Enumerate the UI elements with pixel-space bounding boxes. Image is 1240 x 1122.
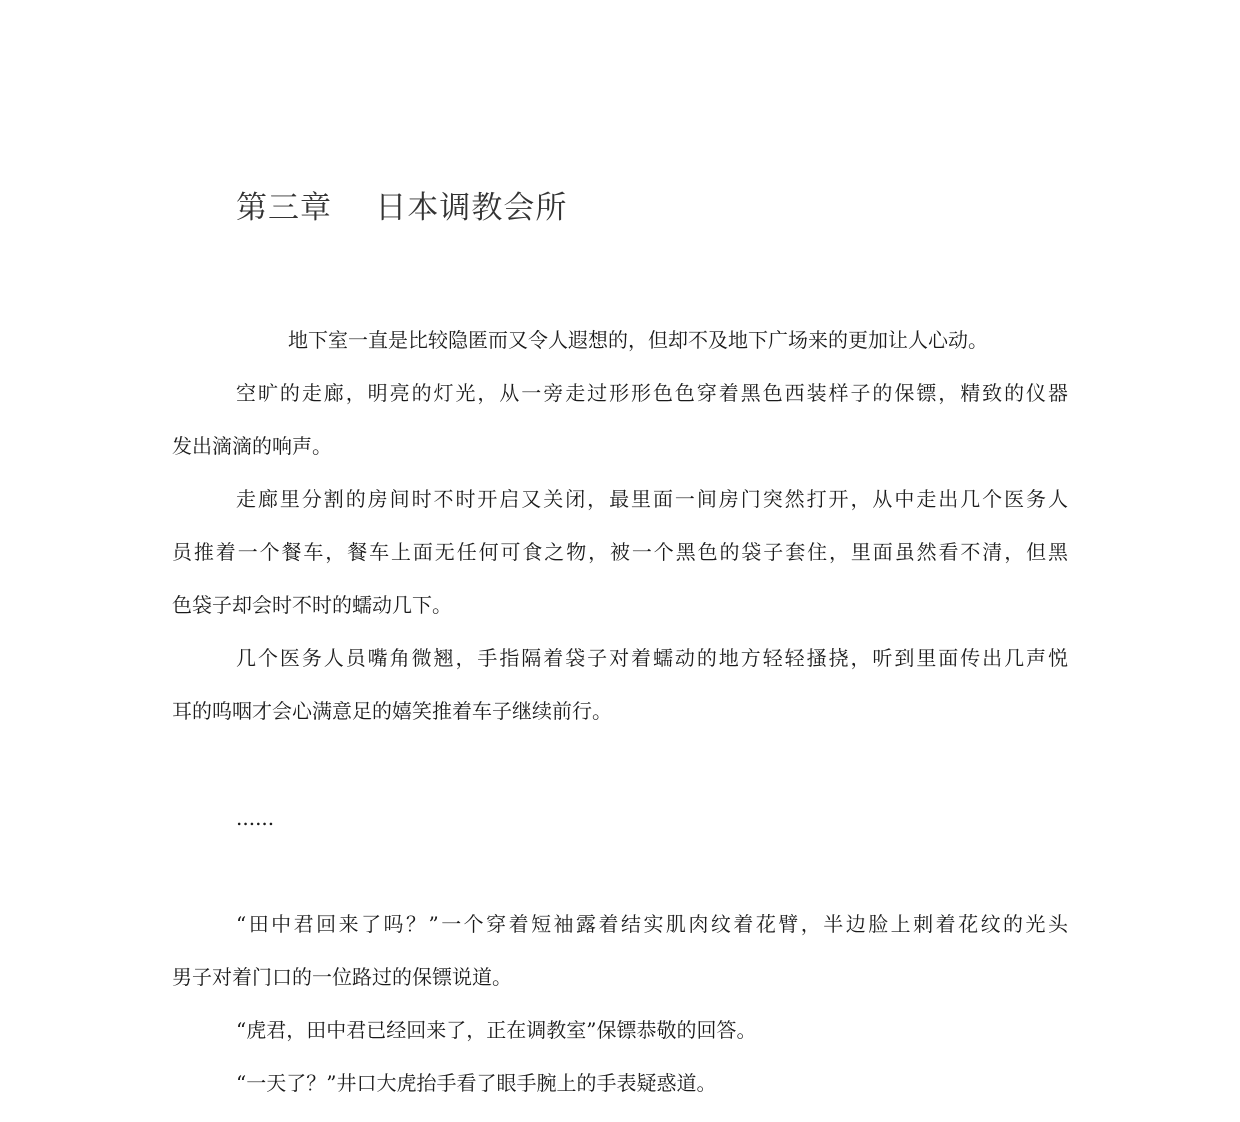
- paragraph-line: 发出滴滴的响声。: [172, 434, 332, 458]
- paragraph-line: 耳的呜咽才会心满意足的嬉笑推着车子继续前行。: [172, 699, 612, 723]
- paragraph-line: “一天了？”井口大虎抬手看了眼手腕上的手表疑惑道。: [236, 1071, 717, 1095]
- paragraph-line: 几个医务人员嘴角微翘，手指隔着袋子对着蠕动的地方轻轻搔挠，听到里面传出几声悦: [236, 646, 1068, 670]
- paragraph-line: 走廊里分割的房间时不时开启又关闭，最里面一间房门突然打开，从中走出几个医务人: [236, 487, 1068, 511]
- paragraph-line: 男子对着门口的一位路过的保镖说道。: [172, 965, 512, 989]
- paragraph-line: 色袋子却会时不时的蠕动几下。: [172, 593, 452, 617]
- ellipsis-separator: ......: [236, 806, 275, 830]
- paragraph-line: 员推着一个餐车，餐车上面无任何可食之物，被一个黑色的袋子套住，里面虽然看不清，但黑: [172, 540, 1068, 564]
- paragraph-line: 地下室一直是比较隐匿而又令人遐想的，但却不及地下广场来的更加让人心动。: [288, 328, 988, 352]
- paragraph-line: “田中君回来了吗？”一个穿着短袖露着结实肌肉纹着花臂，半边脸上刺着花纹的光头: [236, 912, 1068, 936]
- chapter-title: 第三章 日本调教会所: [236, 190, 568, 226]
- paragraph-line: 空旷的走廊，明亮的灯光，从一旁走过形形色色穿着黑色西装样子的保镖，精致的仪器: [236, 381, 1068, 405]
- paragraph-line: “虎君，田中君已经回来了，正在调教室”保镖恭敬的回答。: [236, 1018, 757, 1042]
